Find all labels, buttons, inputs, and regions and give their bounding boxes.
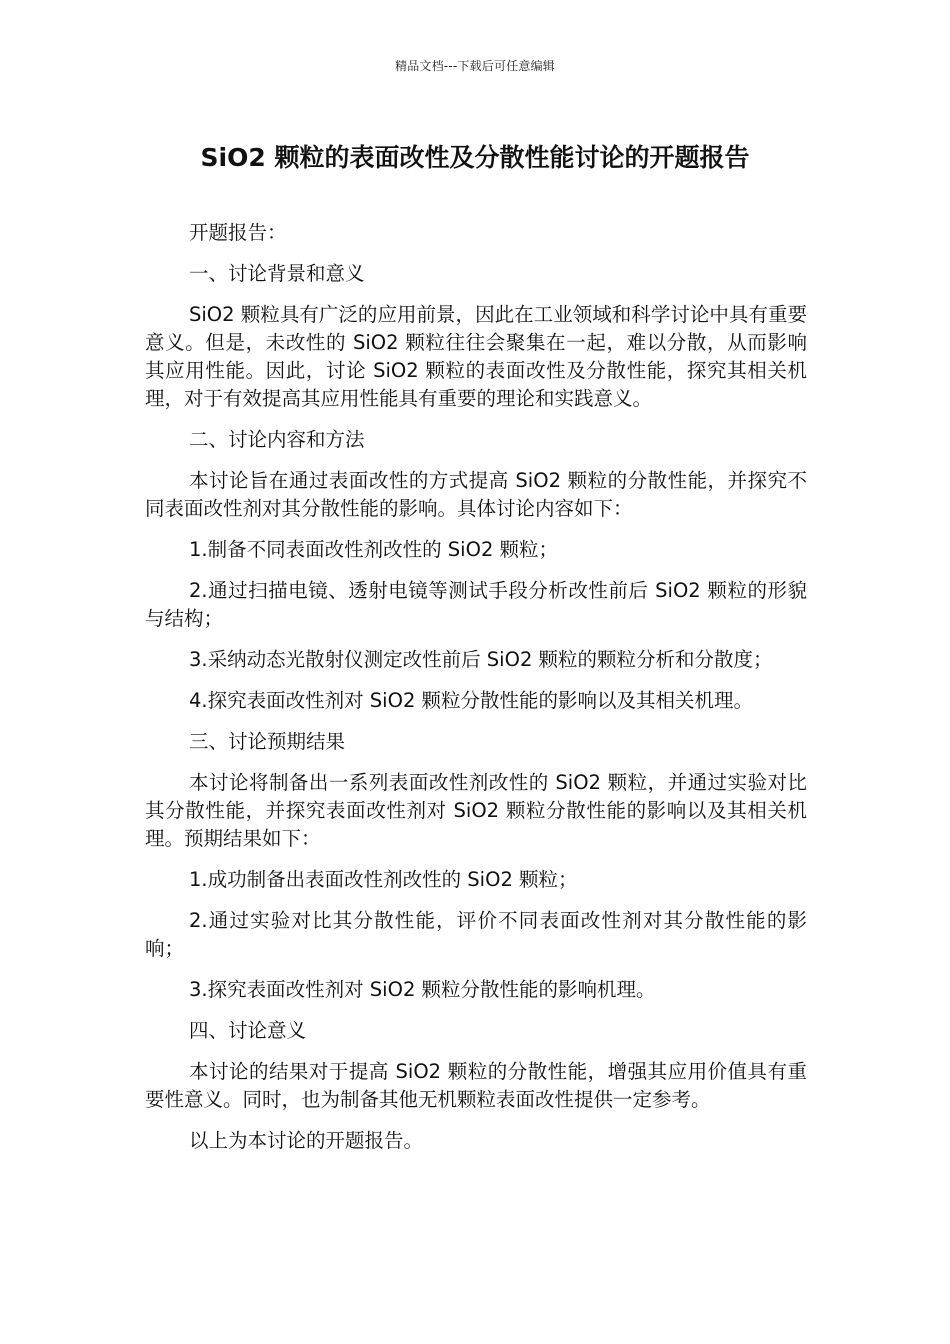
list-item-method-3: 3.采纳动态光散射仪测定改性前后 SiO2 颗粒的颗粒分析和分散度； xyxy=(189,648,773,671)
list-item-result-2: 2.通过实验对比其分散性能，评价不同表面改性剂对其分散性能的影响； xyxy=(145,909,807,960)
document-title: SiO2 颗粒的表面改性及分散性能讨论的开题报告 xyxy=(200,143,750,172)
section-heading-expected-results: 三、讨论预期结果 xyxy=(189,730,346,753)
paragraph-closing: 以上为本讨论的开题报告。 xyxy=(189,1129,424,1152)
header-note: 精品文档---下载后可任意编辑 xyxy=(395,59,555,73)
paragraph-intro-label: 开题报告： xyxy=(189,221,287,244)
document-body xyxy=(145,219,807,1168)
section-heading-content-method: 二、讨论内容和方法 xyxy=(189,428,365,451)
list-item-result-3: 3.探究表面改性剂对 SiO2 颗粒分散性能的影响机理。 xyxy=(189,978,656,1001)
paragraph-background: SiO2 颗粒具有广泛的应用前景，因此在工业领域和科学讨论中具有重要意义。但是，未改性的 SiO2 颗粒往往会聚集在一起，难以分散，从而影响其应用性能。因此，讨论 SiO2 颗粒的表面改性及分散性能，探究其相关机理，对于有效提高其应用性能具有重要的理论和实践意义。 xyxy=(145,303,807,410)
paragraph-significance: 本讨论的结果对于提高 SiO2 颗粒的分散性能，增强其应用价值具有重要性意义。同时，也为制备其他无机颗粒表面改性提供一定参考。 xyxy=(145,1060,807,1111)
section-heading-background: 一、讨论背景和意义 xyxy=(189,262,365,285)
list-item-result-1: 1.成功制备出表面改性剂改性的 SiO2 颗粒； xyxy=(189,868,578,891)
paragraph-content-method: 本讨论旨在通过表面改性的方式提高 SiO2 颗粒的分散性能，并探究不同表面改性剂对其分散性能的影响。具体讨论内容如下： xyxy=(145,469,807,520)
list-item-method-4: 4.探究表面改性剂对 SiO2 颗粒分散性能的影响以及其相关机理。 xyxy=(189,689,754,712)
section-heading-significance: 四、讨论意义 xyxy=(189,1019,307,1042)
paragraph-expected-results: 本讨论将制备出一系列表面改性剂改性的 SiO2 颗粒，并通过实验对比其分散性能，并探究表面改性剂对 SiO2 颗粒分散性能的影响以及其相关机理。预期结果如下： xyxy=(145,771,807,850)
list-item-method-2: 2.通过扫描电镜、透射电镜等测试手段分析改性前后 SiO2 颗粒的形貌与结构； xyxy=(145,579,807,630)
list-item-method-1: 1.制备不同表面改性剂改性的 SiO2 颗粒； xyxy=(189,538,559,561)
